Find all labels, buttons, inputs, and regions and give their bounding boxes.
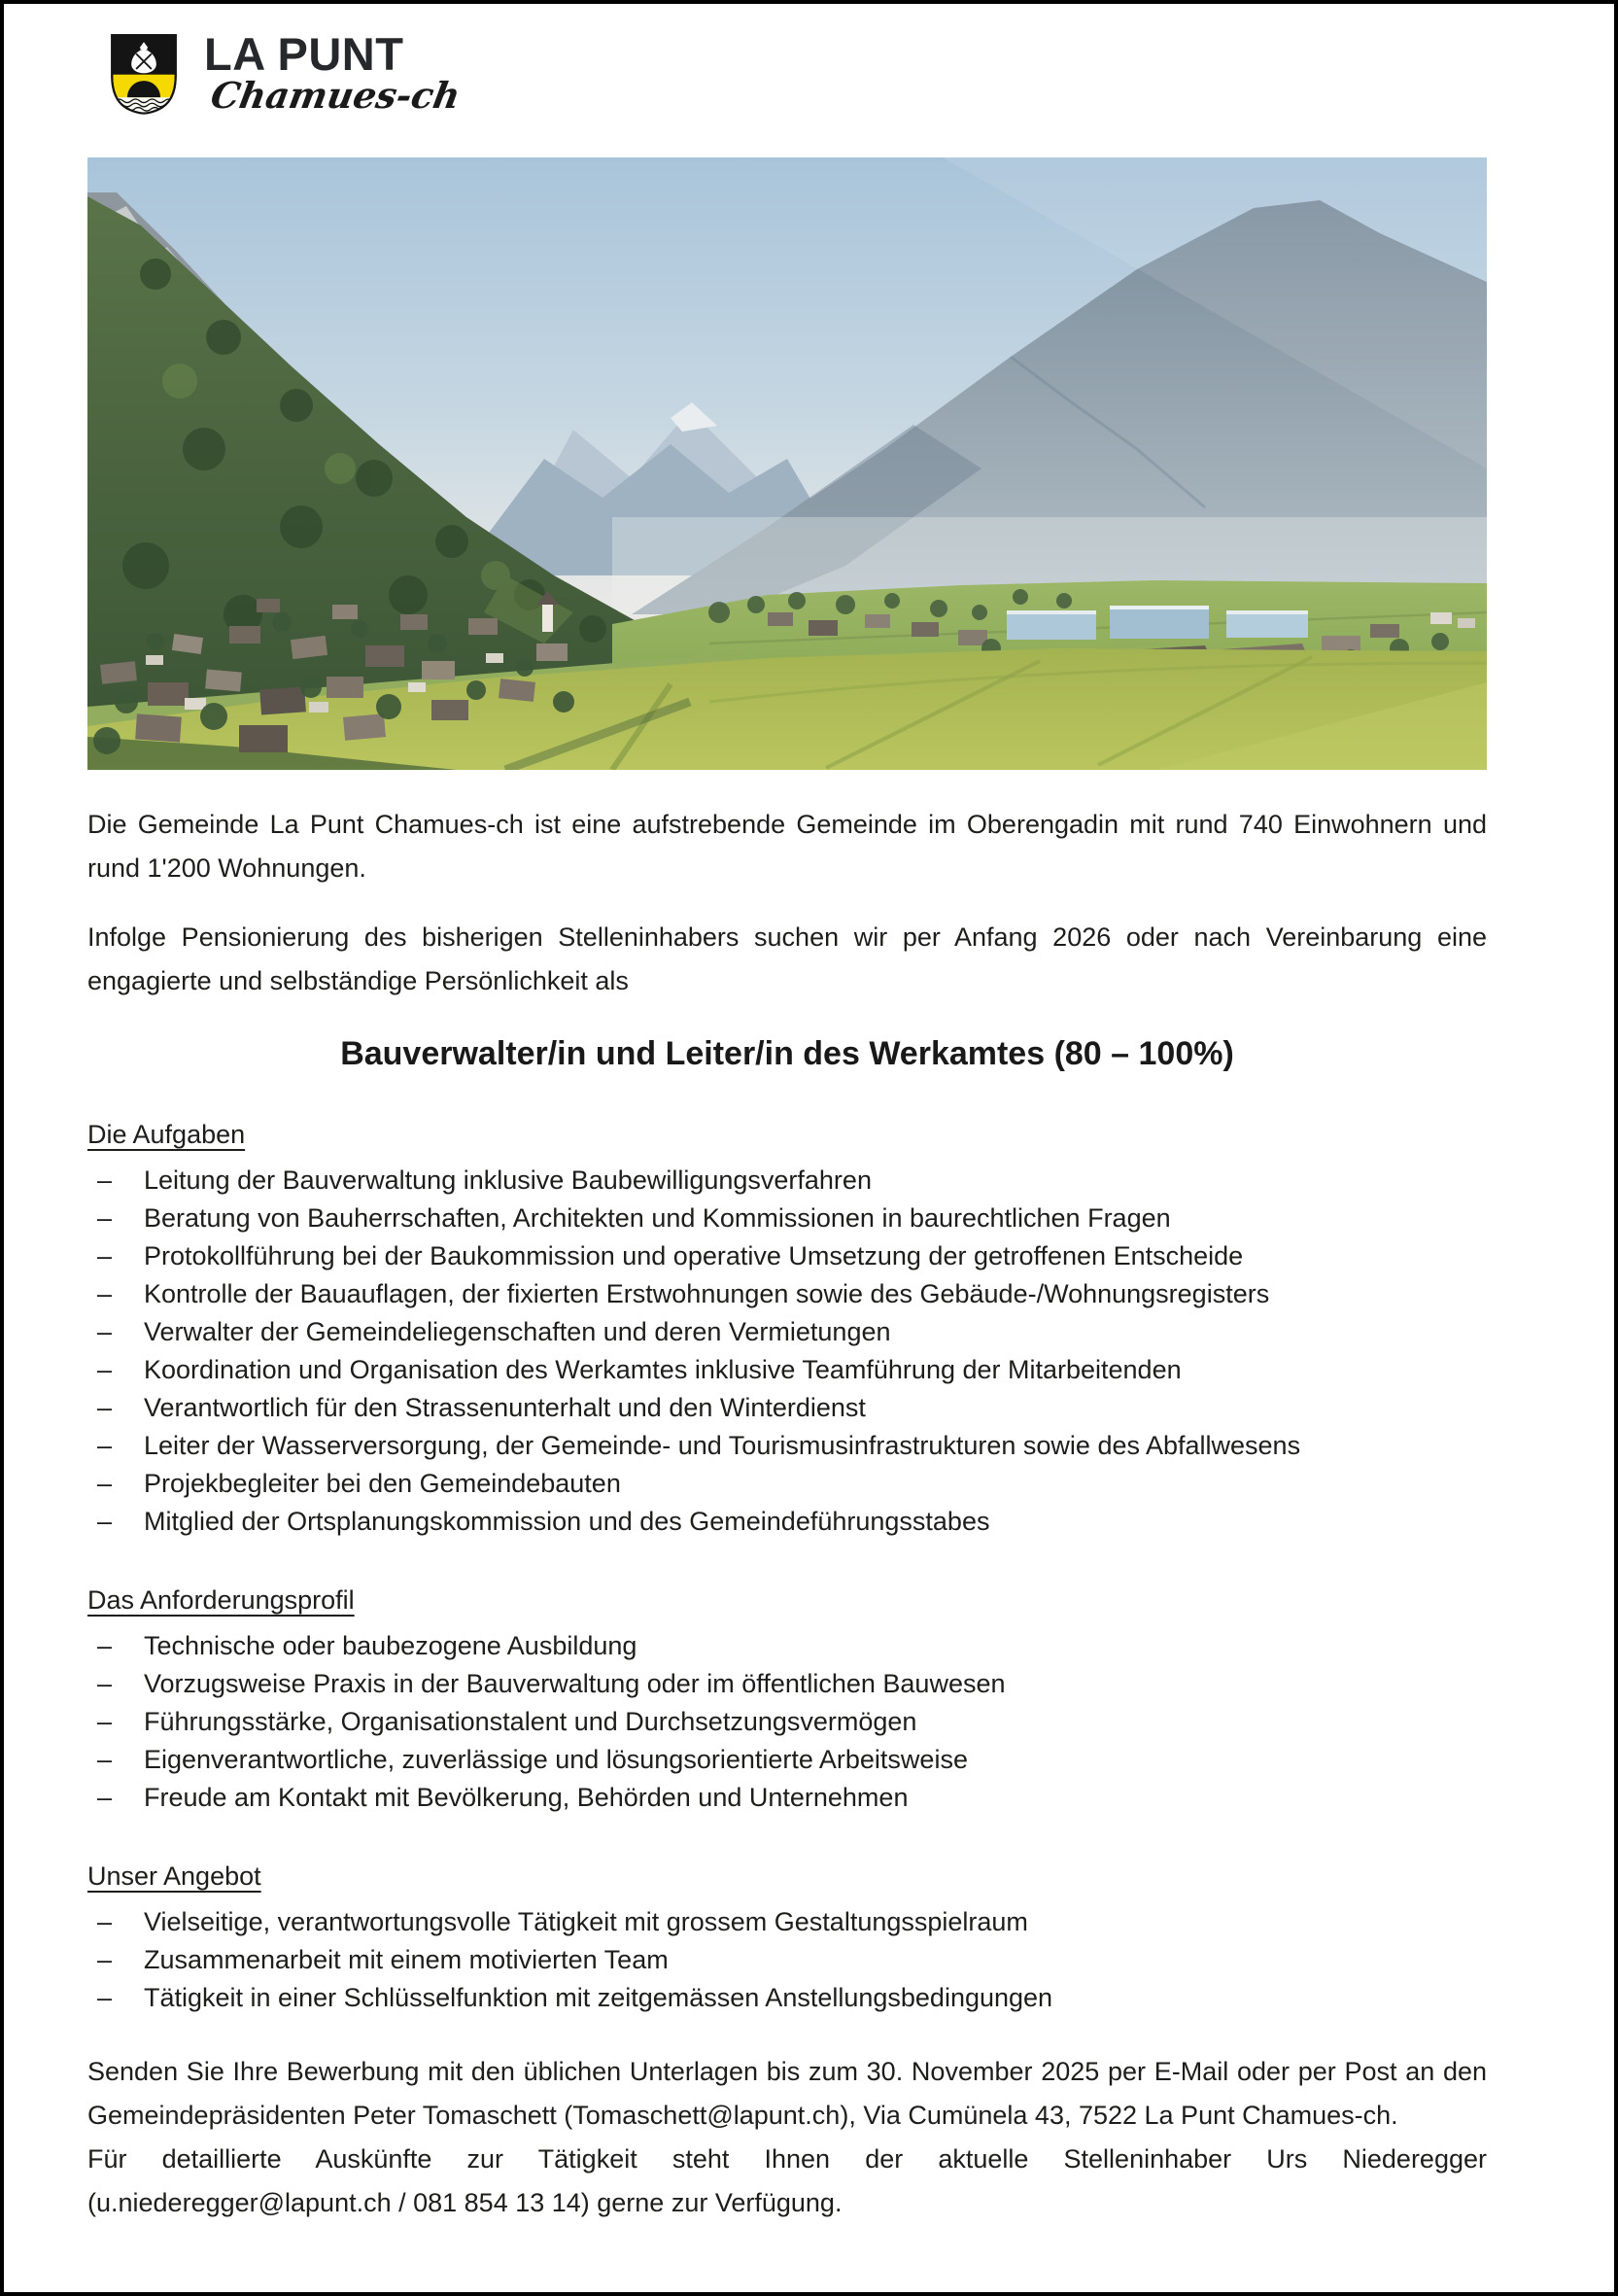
section-heading-anforderungsprofil: Das Anforderungsprofil xyxy=(87,1585,355,1615)
coat-of-arms-icon xyxy=(101,33,187,115)
intro-paragraph-1: Die Gemeinde La Punt Chamues-ch ist eine aufstrebende Gemeinde im Oberengadin mit rund 740 Einwohnern und rund 1'200 Wohnungen. xyxy=(87,810,1487,883)
dash-marker: – xyxy=(97,1507,113,1536)
dash-marker: – xyxy=(97,1279,113,1308)
list-item xyxy=(87,1703,1487,1741)
list-item xyxy=(87,1313,1487,1351)
list-item xyxy=(87,1275,1487,1313)
dash-marker: – xyxy=(97,1945,113,1974)
list-item xyxy=(87,1389,1487,1427)
page-content xyxy=(87,28,1487,2225)
requirements-list xyxy=(87,1627,1487,1817)
list-item-text: Freude am Kontakt mit Bevölkerung, Behörden und Unternehmen xyxy=(144,1783,909,1812)
dash-marker: – xyxy=(97,1469,113,1498)
section-heading-aufgaben: Die Aufgaben xyxy=(87,1120,246,1149)
list-item-text: Technische oder baubezogene Ausbildung xyxy=(144,1631,637,1660)
dash-marker: – xyxy=(97,1203,113,1233)
municipal-logo xyxy=(101,28,1487,117)
list-item-text: Kontrolle der Bauauflagen, der fixierten Erstwohnungen sowie des Gebäude-/Wohnungsregisters xyxy=(144,1279,1270,1308)
offer-list xyxy=(87,1903,1487,2017)
closing-block xyxy=(87,2050,1487,2225)
list-item-text: Verwalter der Gemeindeliegenschaften und deren Vermietungen xyxy=(144,1317,891,1346)
list-item xyxy=(87,1903,1487,1941)
wordmark xyxy=(204,28,464,117)
list-item-text: Vielseitige, verantwortungsvolle Tätigkeit mit grossem Gestaltungsspielraum xyxy=(144,1907,1028,1936)
list-item-text: Führungsstärke, Organisationstalent und Durchsetzungsvermögen xyxy=(144,1707,917,1736)
list-item-text: Vorzugsweise Praxis in der Bauverwaltung oder im öffentlichen Bauwesen xyxy=(144,1669,1006,1698)
dash-marker: – xyxy=(97,1783,113,1812)
dash-marker: – xyxy=(97,1431,113,1460)
dash-marker: – xyxy=(97,1707,113,1736)
dash-marker: – xyxy=(97,1241,113,1270)
dash-marker: – xyxy=(97,1983,113,2012)
task-list xyxy=(87,1162,1487,1541)
list-item xyxy=(87,1503,1487,1541)
list-item xyxy=(87,1979,1487,2017)
list-item xyxy=(87,1941,1487,1979)
list-item xyxy=(87,1627,1487,1665)
list-item xyxy=(87,1741,1487,1779)
dash-marker: – xyxy=(97,1317,113,1346)
list-item-text: Projekbegleiter bei den Gemeindebauten xyxy=(144,1469,621,1498)
list-item-text: Tätigkeit in einer Schlüsselfunktion mit zeitgemässen Anstellungsbedingungen xyxy=(144,1983,1053,2012)
dash-marker: – xyxy=(97,1355,113,1384)
list-item xyxy=(87,1779,1487,1817)
list-item-text: Beratung von Bauherrschaften, Architekten und Kommissionen in baurechtlichen Fragen xyxy=(144,1203,1171,1233)
list-item xyxy=(87,1665,1487,1703)
list-item-text: Eigenverantwortliche, zuverlässige und lösungsorientierte Arbeitsweise xyxy=(144,1745,968,1774)
dash-marker: – xyxy=(97,1631,113,1660)
village-aerial-photo xyxy=(87,157,1487,770)
section-heading-angebot: Unser Angebot xyxy=(87,1861,261,1891)
closing-paragraph-application: Senden Sie Ihre Bewerbung mit den üblichen Unterlagen bis zum 30. November 2025 per E-Mail oder per Post an den Gemeindepräsidenten Peter Tomaschett (Tomaschett@lapunt.ch), Via Cumünela 43, 7522 La Punt Chamues-ch. xyxy=(87,2057,1487,2130)
list-item xyxy=(87,1162,1487,1200)
list-item xyxy=(87,1237,1487,1275)
dash-marker: – xyxy=(97,1907,113,1936)
list-item-text: Koordination und Organisation des Werkamtes inklusive Teamführung der Mitarbeitenden xyxy=(144,1355,1182,1384)
wordmark-subtitle: Chamues-ch xyxy=(207,74,464,117)
list-item-text: Protokollführung bei der Baukommission und operative Umsetzung der getroffenen Entscheide xyxy=(144,1241,1244,1270)
dash-marker: – xyxy=(97,1165,113,1195)
list-item xyxy=(87,1200,1487,1237)
list-item xyxy=(87,1427,1487,1465)
list-item-text: Verantwortlich für den Strassenunterhalt und den Winterdienst xyxy=(144,1393,866,1422)
list-item xyxy=(87,1351,1487,1389)
list-item-text: Leitung der Bauverwaltung inklusive Baubewilligungsverfahren xyxy=(144,1165,872,1195)
list-item-text: Leiter der Wasserversorgung, der Gemeinde- und Tourismusinfrastrukturen sowie des Abfallwesens xyxy=(144,1431,1301,1460)
list-item xyxy=(87,1465,1487,1503)
dash-marker: – xyxy=(97,1393,113,1422)
intro-paragraph-2: Infolge Pensionierung des bisherigen Stelleninhabers suchen wir per Anfang 2026 oder nach Vereinbarung eine engagierte und selbständige Persönlichkeit als xyxy=(87,922,1487,995)
dash-marker: – xyxy=(97,1669,113,1698)
job-title: Bauverwalter/in und Leiter/in des Werkamtes (80 – 100%) xyxy=(340,1035,1234,1072)
wordmark-title: LA PUNT xyxy=(204,28,404,80)
list-item-text: Mitglied der Ortsplanungskommission und des Gemeindeführungsstabes xyxy=(144,1507,990,1536)
dash-marker: – xyxy=(97,1745,113,1774)
closing-paragraph-contact: Für detaillierte Auskünfte zur Tätigkeit steht Ihnen der aktuelle Stelleninhaber Urs Niederegger (u.niederegger@lapunt.ch / 081 854 13 14) gerne zur Verfügung. xyxy=(87,2144,1487,2217)
list-item-text: Zusammenarbeit mit einem motivierten Team xyxy=(144,1945,669,1974)
